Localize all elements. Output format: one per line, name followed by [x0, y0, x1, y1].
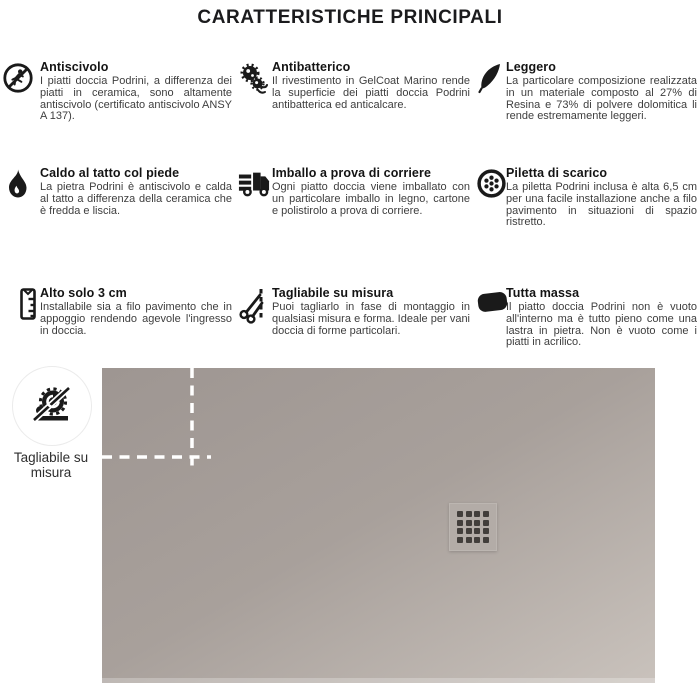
cut-lines	[102, 368, 655, 683]
delivery-truck-icon	[238, 166, 272, 217]
shower-tray-photo	[102, 368, 655, 683]
feature-title: Caldo al tatto col piede	[40, 166, 180, 180]
feature-title: Imballo a prova di corriere	[272, 166, 432, 180]
badge-label: Tagliabile su misura	[13, 450, 89, 481]
circular-saw-icon	[12, 366, 92, 446]
feature-text: La piletta Podrini inclusa è alta 6,5 cm per una facile installazione anche a filo pavimento in situazioni di spazio ristretto.	[506, 181, 697, 229]
feature-title: Tutta massa	[506, 286, 580, 300]
scissors-icon	[238, 286, 272, 337]
feather-icon	[476, 60, 506, 123]
drain-icon	[476, 166, 506, 229]
feature-title: Tagliabile su misura	[272, 286, 394, 300]
page-title: CARATTERISTICHE PRINCIPALI	[197, 7, 503, 28]
feature-text: La particolare composizione realizzata in un materiale composto al 27% di Resina e 73% di polvere dolomitica li rende estremamente leggeri.	[506, 75, 697, 123]
feature-title: Antiscivolo	[40, 60, 109, 74]
ruler-icon	[2, 286, 40, 337]
feature-antiscivolo	[2, 60, 232, 123]
feature-tutta-massa	[476, 286, 697, 349]
feature-imballo	[238, 166, 470, 217]
feature-alto-3cm	[2, 286, 232, 337]
flame-icon	[2, 166, 40, 217]
feature-tagliabile	[238, 286, 470, 337]
feature-text: Installabile sia a filo pavimento che in appoggio rendendo agevole l'ingresso in doccia.	[40, 301, 232, 337]
feature-title: Leggero	[506, 60, 557, 74]
drain-grate	[449, 503, 497, 551]
feature-text: Puoi tagliarlo in fase di montaggio in qualsiasi misura e forma. Ideale per vani doccia di forme particolari.	[272, 301, 470, 337]
feature-text: I piatti doccia Podrini, a differenza dei piatti in ceramica, sono altamente antiscivolo (certificato antiscivolo ANSY A 137).	[40, 75, 232, 123]
feature-text: Il rivestimento in GelCoat Marino rende la superficie dei piatti doccia Podrini antibatterica ed anticalcare.	[272, 75, 470, 111]
feature-leggero	[476, 60, 697, 123]
feature-text: La pietra Podrini è antiscivolo e calda al tatto a differenza della ceramica che è fredda e liscia.	[40, 181, 232, 217]
feature-antibatterico	[238, 60, 470, 111]
feature-title: Piletta di scarico	[506, 166, 608, 180]
solid-slab-icon	[476, 286, 506, 349]
feature-caldo-al-tatto	[2, 166, 232, 217]
feature-piletta	[476, 166, 697, 229]
feature-title: Antibatterico	[272, 60, 351, 74]
bacteria-icon	[238, 60, 272, 111]
no-slip-icon	[2, 60, 40, 123]
feature-title: Alto solo 3 cm	[40, 286, 127, 300]
feature-text: Il piatto doccia Podrini non è vuoto all'interno ma è tutto pieno come una lastra in pietra. Non è vuoto come i piatti in acrilico.	[506, 301, 697, 349]
feature-text: Ogni piatto doccia viene imballato con un particolare imballo in legno, cartone e polistirolo a prova di corriere.	[272, 181, 470, 217]
